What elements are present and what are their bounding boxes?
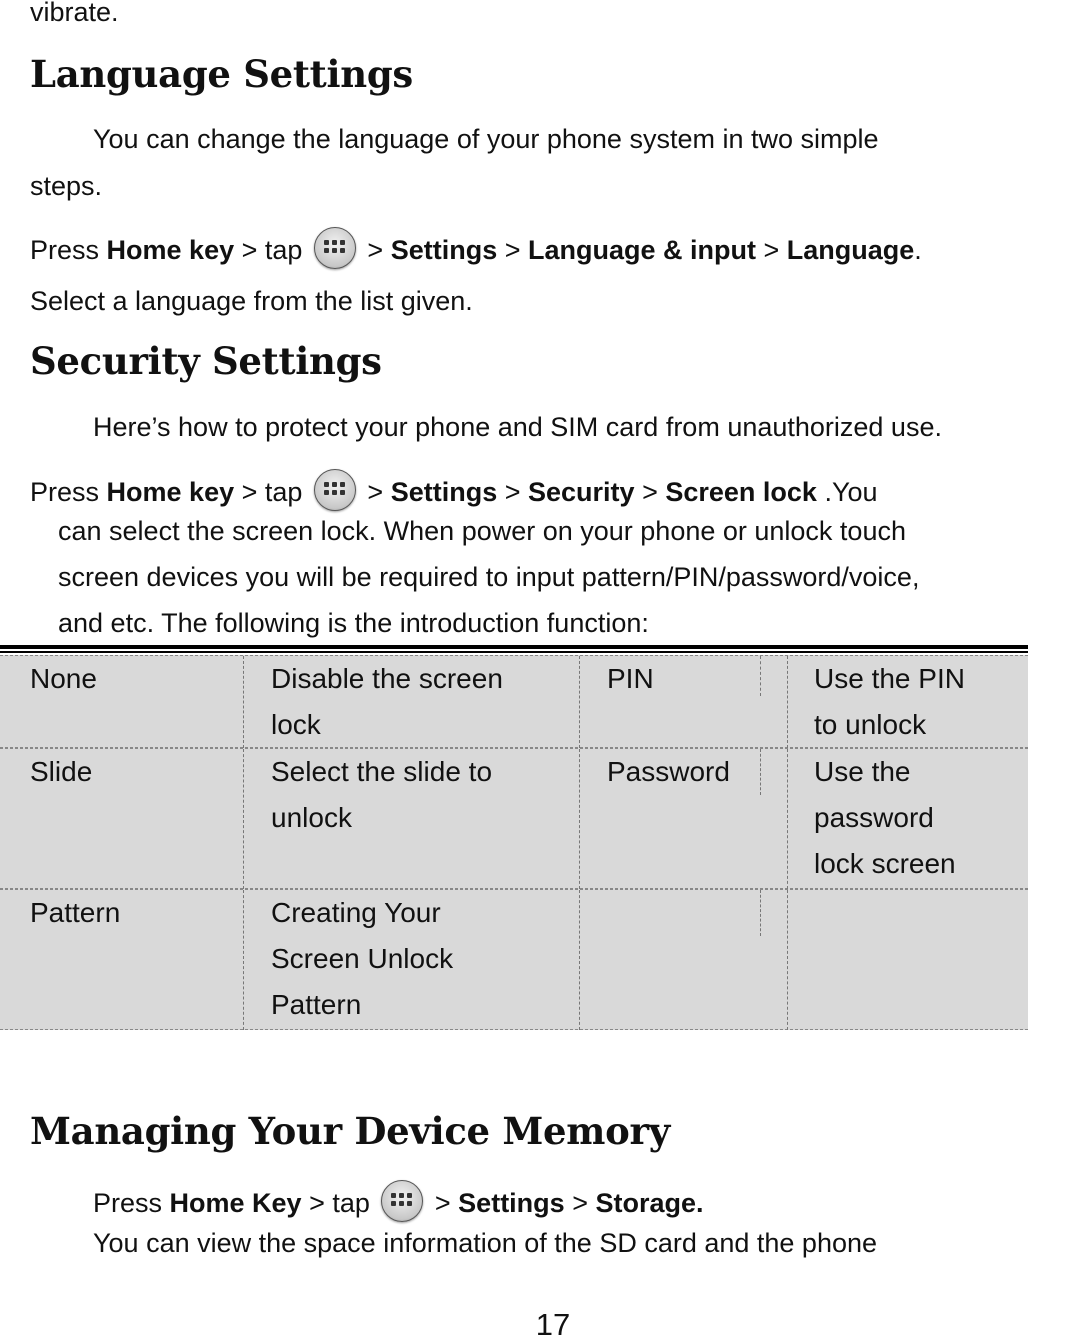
security-body: and etc. The following is the introduction function: (58, 608, 649, 638)
cell-divider (787, 749, 788, 889)
table-cell (30, 890, 120, 936)
settings-label: Settings (458, 1188, 565, 1218)
text: > (634, 477, 666, 507)
security-body: can select the screen lock. When power on your phone or unlock touch (58, 516, 906, 546)
table-cell (271, 890, 453, 1028)
cell-divider (787, 890, 788, 1030)
cell-line: lock screen (814, 848, 956, 879)
text: > tap (234, 477, 310, 507)
cell-divider (243, 890, 244, 1030)
memory-step (93, 1180, 704, 1222)
apps-icon (314, 227, 356, 269)
text: > (359, 477, 391, 507)
memory-body: You can view the space information of the SD card and the phone (93, 1228, 878, 1258)
cell-line: None (30, 663, 97, 694)
cell-line: Slide (30, 756, 93, 787)
apps-icon (314, 469, 356, 511)
cell-divider (579, 890, 580, 1030)
cell-line: Pattern (30, 897, 121, 928)
text: .You (816, 477, 878, 507)
text: Press (30, 235, 107, 265)
text: > (564, 1188, 596, 1218)
table-top-rule (0, 645, 1028, 649)
language-intro-cont: steps. (30, 171, 103, 201)
cell-line: Pattern (271, 989, 362, 1020)
cell-divider (760, 890, 761, 936)
language-select: Select a language from the list given. (30, 286, 473, 316)
cell-line: Select the slide to (271, 756, 493, 787)
cell-line: lock (271, 709, 321, 740)
language-input-label: Language & input (528, 235, 756, 265)
table-cell (814, 656, 965, 748)
table-cell (607, 656, 654, 702)
cell-line: to unlock (814, 709, 927, 740)
security-step (30, 469, 878, 511)
heading-device-memory: Managing Your Device Memory (30, 1109, 670, 1153)
cell-line: Password (607, 756, 730, 787)
cell-line: password (814, 802, 934, 833)
text: > (497, 477, 528, 507)
table-row (0, 889, 1028, 1030)
cell-divider (760, 749, 761, 795)
language-intro: You can change the language of your phone system in two simple (93, 124, 879, 154)
table-cell (271, 656, 503, 748)
cell-line: Use the PIN (814, 663, 965, 694)
table-cell (271, 749, 492, 841)
table-cell (814, 749, 956, 887)
cell-line: Disable the screen (271, 663, 503, 694)
storage-label: Storage. (595, 1188, 704, 1218)
table-cell (30, 656, 97, 702)
cell-divider (579, 749, 580, 889)
table-row (0, 748, 1028, 889)
cell-divider (243, 749, 244, 889)
text: . (914, 235, 922, 265)
text: Press (93, 1188, 170, 1218)
heading-security-settings: Security Settings (30, 339, 382, 383)
cell-divider (787, 656, 788, 748)
settings-label: Settings (390, 477, 498, 507)
cell-line: Creating Your (271, 897, 441, 928)
text: > tap (234, 235, 310, 265)
home-key-label: Home Key (169, 1188, 302, 1218)
home-key-label: Home key (106, 235, 235, 265)
page-number: 17 (535, 1307, 571, 1342)
text: > (427, 1188, 459, 1218)
language-label: Language (786, 235, 915, 265)
screen-lock-label: Screen lock (665, 477, 817, 507)
text: > (497, 235, 528, 265)
text: > (359, 235, 391, 265)
cell-line: unlock (271, 802, 352, 833)
security-body: screen devices you will be required to input pattern/PIN/password/voice, (58, 562, 920, 592)
text-fragment: vibrate. (30, 0, 119, 27)
language-step (30, 227, 922, 269)
table-cell (607, 749, 730, 795)
text: > (755, 235, 787, 265)
text: > tap (301, 1188, 378, 1218)
table-cell (30, 749, 92, 795)
table-row (0, 655, 1028, 748)
cell-line: Use the (814, 756, 911, 787)
home-key-label: Home key (106, 477, 235, 507)
cell-line: Screen Unlock (271, 943, 454, 974)
cell-divider (579, 656, 580, 748)
apps-icon (381, 1180, 423, 1222)
cell-divider (243, 656, 244, 748)
cell-line: PIN (607, 663, 654, 694)
cell-divider (760, 656, 761, 696)
settings-label: Settings (390, 235, 498, 265)
security-intro: Here’s how to protect your phone and SIM card from unauthorized use. (93, 412, 942, 442)
heading-language-settings: Language Settings (30, 52, 413, 96)
text: Press (30, 477, 107, 507)
table-top-rule (0, 651, 1028, 653)
security-label: Security (528, 477, 635, 507)
